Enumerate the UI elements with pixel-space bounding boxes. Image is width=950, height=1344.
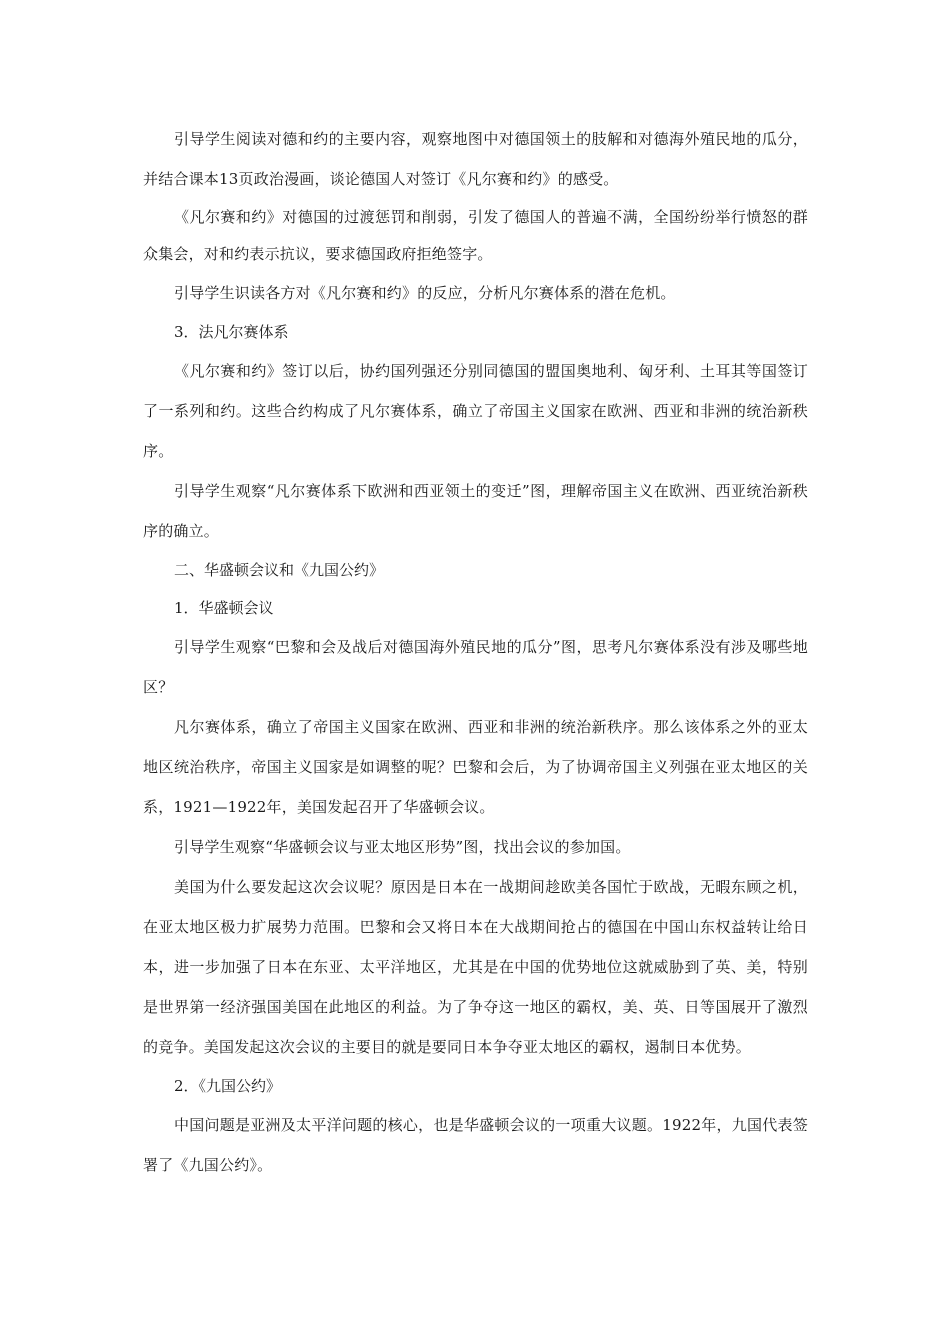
subsection-heading-nine-power: 2．《九国公约》 [174, 1077, 282, 1095]
paragraph-reactions: 引导学生识读各方对《凡尔赛和约》的反应，分析凡尔赛体系的潜在危机。 [174, 284, 676, 302]
paragraph-nine-power-treaty: 中国问题是亚洲及太平洋问题的核心，也是华盛顿会议的一项重大议题。1922年，九国代表签署了《九国公约》。 [143, 1116, 808, 1174]
paragraph-asia-pacific-order: 凡尔赛体系，确立了帝国主义国家在欧洲、西亚和非洲的统治新秩序。那么该体系之外的亚太地区统治秩序，帝国主义国家是如调整的呢？巴黎和会后，为了协调帝国主义列强在亚太地区的关系，1921—1922年，美国发起召开了华盛顿会议。 [143, 718, 808, 816]
document-body [143, 119, 808, 1185]
section-heading-versailles-system: 3．法凡尔赛体系 [174, 323, 289, 341]
paragraph-participants: 引导学生观察“华盛顿会议与亚太地区形势”图，找出会议的参加国。 [174, 838, 631, 856]
subsection-heading-washington: 1．华盛顿会议 [174, 599, 274, 617]
paragraph-territory-map: 引导学生观察“凡尔赛体系下欧洲和西亚领土的变迁”图，理解帝国主义在欧洲、西亚统治新秩序的确立。 [143, 482, 808, 540]
paragraph-colonies-map: 引导学生观察“巴黎和会及战后对德国海外殖民地的瓜分”图，思考凡尔赛体系没有涉及哪些地区？ [143, 638, 808, 696]
paragraph-conference-reason: 美国为什么要发起这次会议呢？原因是日本在一战期间趁欧美各国忙于欧战，无暇东顾之机，在亚太地区极力扩展势力范围。巴黎和会又将日本在大战期间抢占的德国在中国山东权益转让给日本，进一步加强了日本在东亚、太平洋地区，尤其是在中国的优势地位这就威胁到了英、美，特别是世界第一经济强国美国在此地区的利益。为了争夺这一地区的霸权，美、英、日等国展开了激烈的竞争。美国发起这次会议的主要目的就是要同日本争夺亚太地区的霸权，遏制日本优势。 [143, 878, 808, 1056]
paragraph-treaty-reading: 引导学生阅读对德和约的主要内容，观察地图中对德国领土的肢解和对德海外殖民地的瓜分，并结合课本13页政治漫画，谈论德国人对签订《凡尔赛和约》的感受。 [143, 130, 808, 188]
paragraph-german-discontent: 《凡尔赛和约》对德国的过渡惩罚和削弱，引发了德国人的普遍不满，全国纷纷举行愤怒的群众集会，对和约表示抗议，要求德国政府拒绝签字。 [143, 208, 808, 263]
paragraph-versailles-system: 《凡尔赛和约》签订以后，协约国列强还分别同德国的盟国奥地利、匈牙利、土耳其等国签订了一系列和约。这些合约构成了凡尔赛体系，确立了帝国主义国家在欧洲、西亚和非洲的统治新秩序。 [143, 362, 808, 460]
section-heading-washington-conference: 二、华盛顿会议和《九国公约》 [174, 561, 385, 579]
